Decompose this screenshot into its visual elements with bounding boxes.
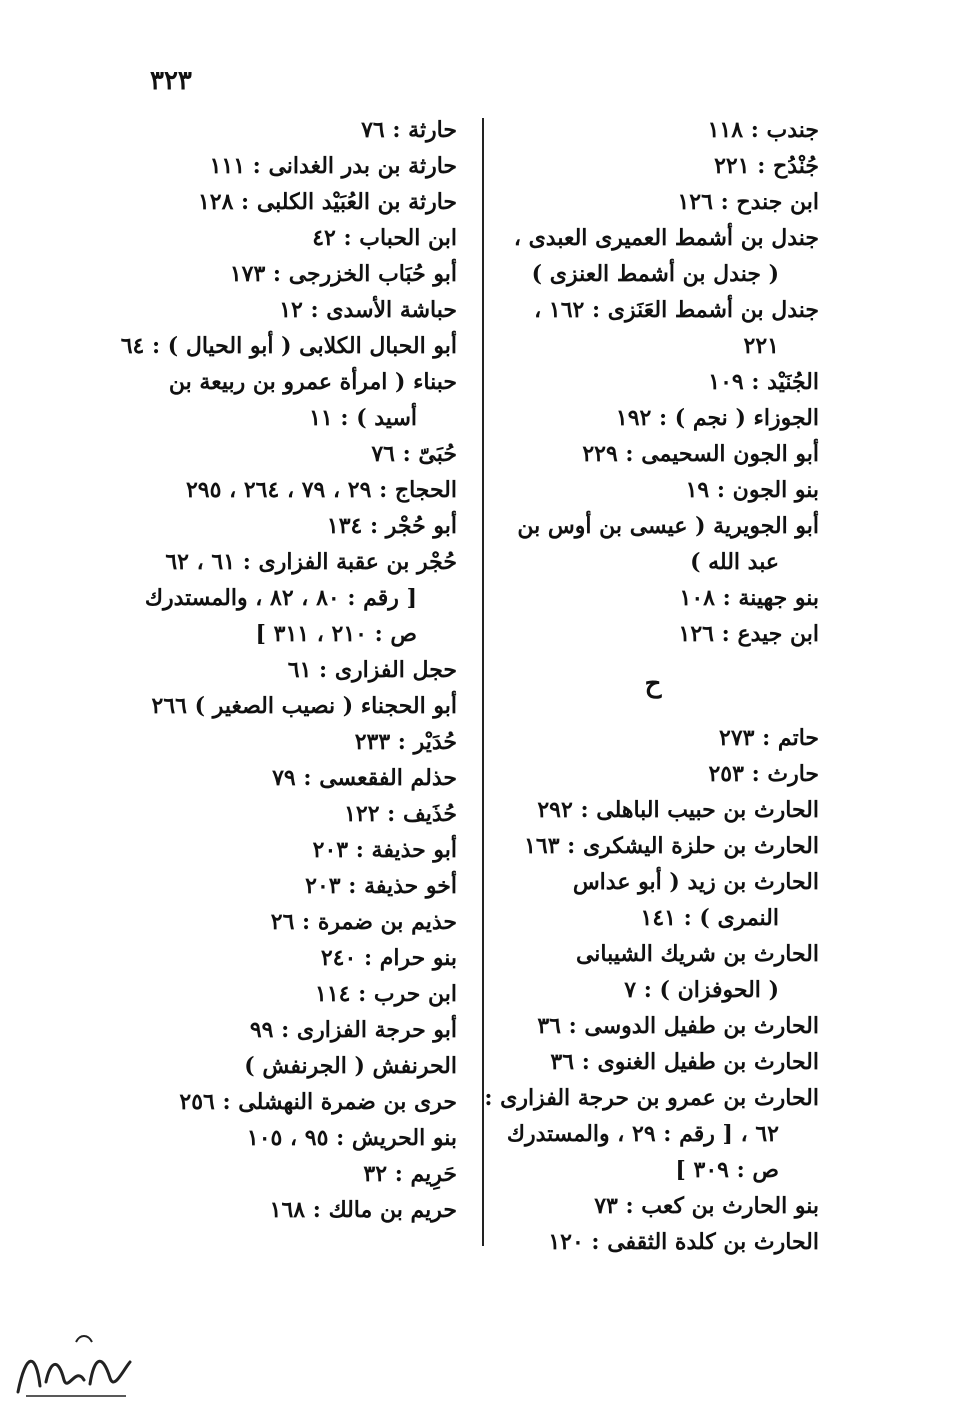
page-number: ٣٢٣ (150, 66, 192, 96)
index-entry: أبو حذيفة : ٢٠٣ (312, 837, 457, 863)
index-entry: الحارث بن زيد ( أبو عداس (572, 869, 819, 895)
index-entry: ( جندل بن أشمط العنزى ) (531, 261, 779, 287)
index-entry: حارثة بن العُبَيْد الكلبى : ١٢٨ (197, 189, 457, 215)
index-entry: بنو الحارث بن كعب : ٧٣ (594, 1193, 819, 1219)
index-entry: حريم بن مالك : ١٦٨ (269, 1197, 457, 1223)
index-entry: بنو جهينة : ١٠٨ (679, 585, 819, 611)
publisher-logo (6, 1322, 144, 1412)
index-entry: حَرِيم : ٣٢ (363, 1161, 457, 1187)
index-entry: حبناء ( امرأة عمرو بن ربيعة بن (168, 369, 457, 395)
index-entry: الحارث بن كلدة الثقفى : ١٢٠ (548, 1229, 819, 1255)
index-entry: أبو حُجْر : ١٣٤ (326, 513, 457, 539)
index-entry: أبو الجويرية ( عيسى بن أوس بن (517, 513, 819, 539)
index-entry: ٦٢ ، [ رقم : ٢٩ ، والمستدرك (506, 1121, 779, 1147)
index-entry: الحرنفش ( الجرنفش ) (244, 1053, 457, 1079)
index-entry: أبو حرجة الفزارى : ٩٩ (249, 1017, 457, 1043)
index-entry: أبو الجون السحيمى : ٢٢٩ (582, 441, 819, 467)
index-entry: الجُنَيْد : ١٠٩ (708, 369, 819, 395)
index-entry: ٢٢١ (743, 333, 779, 359)
index-entry: أبو الحبال الكلابى ( أبو الحيال ) : ٦٤ (120, 333, 457, 359)
index-entry: جندل بن أشمط العميرى العبدى ، (513, 225, 819, 251)
index-entry: ( الحوفزان ) : ٧ (624, 977, 779, 1003)
right-column-bottom-entries (484, 720, 819, 1260)
index-entry: حارثة : ٧٦ (361, 117, 457, 143)
index-entry: ابن جيدع : ١٢٦ (678, 621, 819, 647)
index-entry: بنو الحريش : ٩٥ ، ١٠٥ (246, 1125, 457, 1151)
index-entry: حارث : ٢٥٣ (708, 761, 819, 787)
column-divider (482, 118, 484, 1246)
index-entry: بنو حرام : ٢٤٠ (320, 945, 457, 971)
index-entry: الحارث بن عمرو بن حرجة الفزارى : (484, 1085, 819, 1111)
index-entry: ص : ٢١٠ ، ٣١١ ] (255, 621, 417, 647)
index-entry: حُجْر بن عقبة الفزارى : ٦١ ، ٦٢ (165, 549, 457, 575)
index-entry: [ رقم : ٨٠ ، ٨٢ ، والمستدرك (144, 585, 417, 611)
right-column-top-entries (487, 112, 819, 652)
index-entry: حذلم الفقعسى : ٧٩ (272, 765, 457, 791)
index-entry: ص : ٣٠٩ ] (675, 1157, 779, 1183)
index-entry: أسيد ) : ١١ (309, 405, 417, 431)
left-column-entries (120, 112, 457, 1228)
index-entry: أبو الحجناء ( نصيب الصغير ) ٢٦٦ (151, 693, 457, 719)
left-column (120, 112, 457, 1228)
index-entry: ابن جندح : ١٢٦ (677, 189, 819, 215)
index-entry: جندب : ١١٨ (707, 117, 819, 143)
index-entry: الحارث بن شريك الشيبانى (575, 941, 819, 967)
index-entry: أخو حذيفة : ٢٠٣ (305, 873, 457, 899)
index-entry: الحارث بن طفيل الدوسى : ٣٦ (537, 1013, 819, 1039)
index-entry: حاتم : ٢٧٣ (719, 725, 819, 751)
index-entry: حُبَىّ : ٧٦ (371, 441, 457, 467)
index-entry: الحارث بن حلزة اليشكرى : ١٦٣ (524, 833, 819, 859)
index-entry: جُنْدُح : ٢٢١ (714, 153, 819, 179)
index-entry: حُدَيْر : ٢٣٣ (354, 729, 457, 755)
index-entry: النمرى ) : ١٤١ (640, 905, 779, 931)
index-entry: أبو حُبَاب الخزرجى : ١٧٣ (229, 261, 457, 287)
index-entry: حجل الفزارى : ٦١ (287, 657, 457, 683)
index-entry: حُذَيف : ١٢٢ (344, 801, 457, 827)
index-entry: حذيم بن ضمرة : ٢٦ (270, 909, 457, 935)
index-entry: ابن حرب : ١١٤ (315, 981, 457, 1007)
index-entry: جندل بن أشمط العَنَزى : ١٦٢ ، (534, 297, 819, 323)
index-entry: حرى بن ضمرة النهشلى : ٢٥٦ (179, 1089, 457, 1115)
right-column (484, 112, 819, 1260)
index-entry: حباشة الأسدى : ١٢ (279, 297, 457, 323)
index-entry: بنو الجون : ١٩ (685, 477, 819, 503)
index-entry: الحارث بن حبيب الباهلى : ٢٩٢ (537, 797, 819, 823)
section-letter: ح (644, 669, 662, 699)
index-entry: عبد الله ) (690, 549, 779, 575)
calligraphy-logo-icon (6, 1322, 144, 1412)
index-entry: ابن الحباب : ٤٢ (312, 225, 457, 251)
index-entry: الجوزاء ( نجم ) : ١٩٢ (615, 405, 819, 431)
index-entry: حارثة بن بدر الغدانى : ١١١ (209, 153, 457, 179)
index-entry: الحجاج : ٢٩ ، ٧٩ ، ٢٦٤ ، ٢٩٥ (185, 477, 457, 503)
index-entry: الحارث بن طفيل الغنوى : ٣٦ (550, 1049, 819, 1075)
